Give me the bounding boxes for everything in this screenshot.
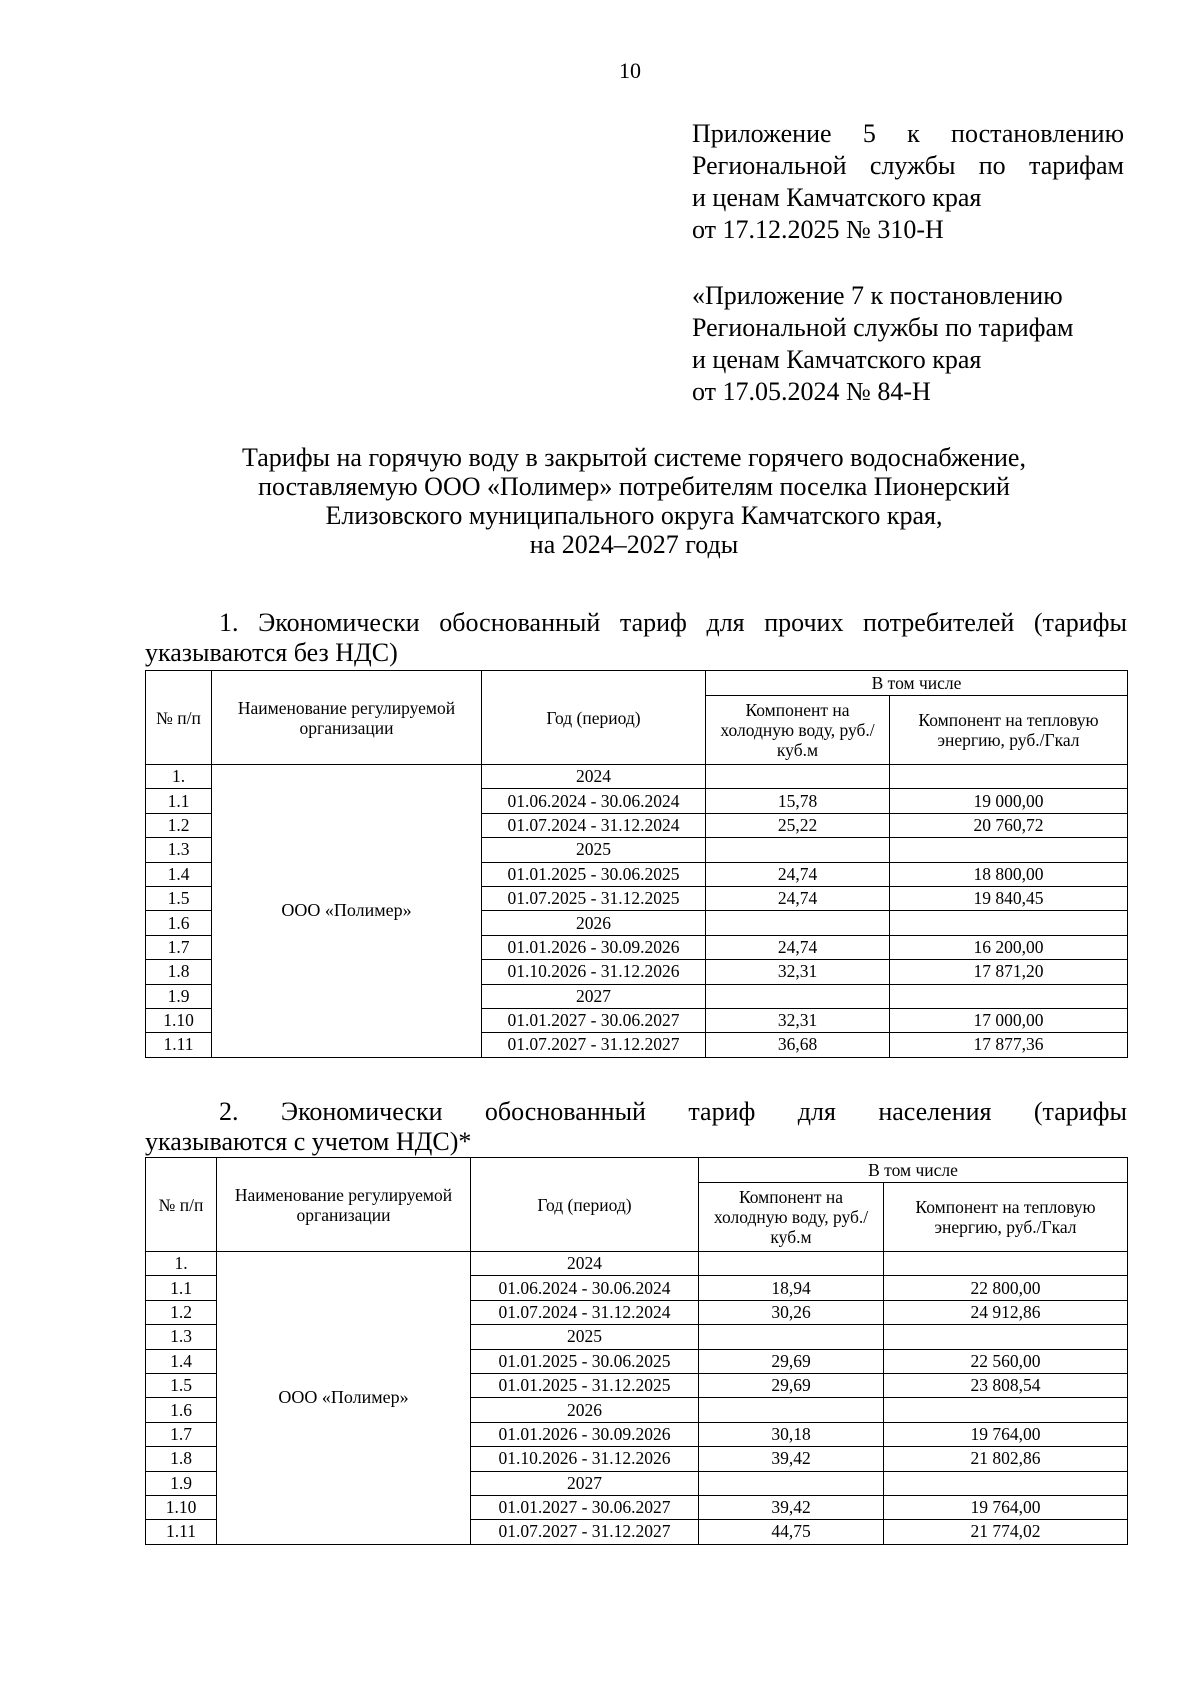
annex-line: Приложение 5 к постановлению xyxy=(692,119,1124,148)
page-number: 10 xyxy=(619,58,641,83)
heat-energy-tariff: 21 802,86 xyxy=(884,1447,1128,1471)
row-number: 1.10 xyxy=(146,1008,212,1032)
period-cell: 01.07.2027 - 31.12.2027 xyxy=(471,1520,699,1544)
period-cell: 01.01.2027 - 30.06.2027 xyxy=(471,1495,699,1519)
section-heading-line: указываются без НДС) xyxy=(145,638,398,667)
period-cell: 2024 xyxy=(471,1252,699,1276)
column-header-cold-water: Компонент на холодную воду, руб./куб.м xyxy=(706,696,890,765)
row-number: 1.7 xyxy=(146,935,212,959)
period-cell: 01.07.2025 - 31.12.2025 xyxy=(482,886,706,910)
column-header-period: Год (период) xyxy=(471,1158,699,1252)
column-header-organization: Наименование регулируемой организации xyxy=(212,671,482,765)
cold-water-tariff: 39,42 xyxy=(699,1495,884,1519)
period-cell: 01.01.2026 - 30.09.2026 xyxy=(471,1422,699,1446)
period-cell: 01.01.2025 - 30.06.2025 xyxy=(471,1349,699,1373)
heat-energy-tariff xyxy=(890,911,1128,935)
document-title xyxy=(140,443,1128,559)
cold-water-tariff: 36,68 xyxy=(706,1033,890,1057)
cold-water-tariff xyxy=(699,1325,884,1349)
organization-name: ООО «Полимер» xyxy=(212,765,482,1058)
organization-name: ООО «Полимер» xyxy=(217,1252,471,1545)
cold-water-tariff: 30,26 xyxy=(699,1300,884,1324)
row-number: 1.3 xyxy=(146,838,212,862)
heat-energy-tariff xyxy=(884,1325,1128,1349)
row-number: 1.1 xyxy=(146,1276,217,1300)
cold-water-tariff: 29,69 xyxy=(699,1349,884,1373)
row-number: 1.4 xyxy=(146,862,212,886)
cold-water-tariff: 32,31 xyxy=(706,1008,890,1032)
period-cell: 2025 xyxy=(471,1325,699,1349)
column-header-cold-water: Компонент на холодную воду, руб./куб.м xyxy=(699,1183,884,1252)
heat-energy-tariff xyxy=(884,1252,1128,1276)
cold-water-tariff xyxy=(706,984,890,1008)
column-header-number: № п/п xyxy=(146,671,212,765)
annex-header-original xyxy=(692,280,1124,408)
heat-energy-tariff: 23 808,54 xyxy=(884,1373,1128,1397)
column-header-heat-energy: Компонент на тепловую энергию, руб./Гкал xyxy=(884,1183,1128,1252)
heat-energy-tariff xyxy=(890,838,1128,862)
period-cell: 01.07.2027 - 31.12.2027 xyxy=(482,1033,706,1057)
heat-energy-tariff: 19 764,00 xyxy=(884,1495,1128,1519)
tariff-table-population xyxy=(145,1157,1128,1545)
heat-energy-tariff: 19 840,45 xyxy=(890,886,1128,910)
heat-energy-tariff: 20 760,72 xyxy=(890,813,1128,837)
heat-energy-tariff: 19 000,00 xyxy=(890,789,1128,813)
period-cell: 2026 xyxy=(482,911,706,935)
period-cell: 01.10.2026 - 31.12.2026 xyxy=(482,960,706,984)
column-header-heat-energy: Компонент на тепловую энергию, руб./Гкал xyxy=(890,696,1128,765)
row-number: 1.4 xyxy=(146,1349,217,1373)
heat-energy-tariff xyxy=(890,765,1128,789)
cold-water-tariff: 15,78 xyxy=(706,789,890,813)
row-number: 1. xyxy=(146,765,212,789)
heat-energy-tariff: 21 774,02 xyxy=(884,1520,1128,1544)
annex-line: Региональной службы по тарифам xyxy=(692,313,1074,342)
annex-line: от 17.12.2025 № 310-Н xyxy=(692,215,944,244)
cold-water-tariff xyxy=(706,911,890,935)
period-cell: 01.01.2025 - 30.06.2025 xyxy=(482,862,706,886)
annex-line: и ценам Камчатского края xyxy=(692,183,982,212)
tariff-table-other-consumers xyxy=(145,670,1128,1058)
title-line: Елизовского муниципального округа Камчатского края, xyxy=(325,501,943,530)
row-number: 1.3 xyxy=(146,1325,217,1349)
title-line: поставляемую ООО «Полимер» потребителям поселка Пионерский xyxy=(258,472,1010,501)
table-row xyxy=(146,1252,1128,1276)
cold-water-tariff: 24,74 xyxy=(706,935,890,959)
heat-energy-tariff xyxy=(890,984,1128,1008)
period-cell: 01.06.2024 - 30.06.2024 xyxy=(471,1276,699,1300)
period-cell: 2024 xyxy=(482,765,706,789)
row-number: 1.8 xyxy=(146,1447,217,1471)
cold-water-tariff xyxy=(706,838,890,862)
period-cell: 01.06.2024 - 30.06.2024 xyxy=(482,789,706,813)
heat-energy-tariff: 17 000,00 xyxy=(890,1008,1128,1032)
annex-header-current xyxy=(692,118,1124,246)
row-number: 1.9 xyxy=(146,1471,217,1495)
cold-water-tariff: 39,42 xyxy=(699,1447,884,1471)
annex-line: от 17.05.2024 № 84-Н xyxy=(692,377,931,406)
annex-line: «Приложение 7 к постановлению xyxy=(692,281,1063,310)
cold-water-tariff: 24,74 xyxy=(706,886,890,910)
row-number: 1.5 xyxy=(146,886,212,910)
section-1-heading xyxy=(145,608,1127,668)
row-number: 1.2 xyxy=(146,813,212,837)
section-heading-line: 2. Экономически обоснованный тариф для населения (тарифы xyxy=(219,1097,1127,1126)
period-cell: 2026 xyxy=(471,1398,699,1422)
row-number: 1.2 xyxy=(146,1300,217,1324)
section-2-heading xyxy=(145,1097,1127,1157)
cold-water-tariff: 30,18 xyxy=(699,1422,884,1446)
heat-energy-tariff: 19 764,00 xyxy=(884,1422,1128,1446)
column-header-period: Год (период) xyxy=(482,671,706,765)
row-number: 1. xyxy=(146,1252,217,1276)
heat-energy-tariff: 22 560,00 xyxy=(884,1349,1128,1373)
period-cell: 01.01.2026 - 30.09.2026 xyxy=(482,935,706,959)
heat-energy-tariff: 22 800,00 xyxy=(884,1276,1128,1300)
period-cell: 01.07.2024 - 31.12.2024 xyxy=(482,813,706,837)
heat-energy-tariff: 17 877,36 xyxy=(890,1033,1128,1057)
period-cell: 01.07.2024 - 31.12.2024 xyxy=(471,1300,699,1324)
cold-water-tariff: 18,94 xyxy=(699,1276,884,1300)
cold-water-tariff xyxy=(706,765,890,789)
annex-line: Региональной службы по тарифам xyxy=(692,151,1124,180)
annex-line: и ценам Камчатского края xyxy=(692,345,982,374)
title-line: на 2024–2027 годы xyxy=(529,530,739,559)
row-number: 1.6 xyxy=(146,1398,217,1422)
cold-water-tariff: 29,69 xyxy=(699,1373,884,1397)
cold-water-tariff xyxy=(699,1252,884,1276)
column-header-including: В том числе xyxy=(699,1158,1128,1183)
period-cell: 01.10.2026 - 31.12.2026 xyxy=(471,1447,699,1471)
heat-energy-tariff xyxy=(884,1398,1128,1422)
heat-energy-tariff: 24 912,86 xyxy=(884,1300,1128,1324)
row-number: 1.9 xyxy=(146,984,212,1008)
section-heading-line: указываются с учетом НДС)* xyxy=(145,1127,472,1156)
heat-energy-tariff: 16 200,00 xyxy=(890,935,1128,959)
cold-water-tariff xyxy=(699,1398,884,1422)
period-cell: 2027 xyxy=(471,1471,699,1495)
cold-water-tariff: 25,22 xyxy=(706,813,890,837)
row-number: 1.5 xyxy=(146,1373,217,1397)
row-number: 1.7 xyxy=(146,1422,217,1446)
row-number: 1.11 xyxy=(146,1520,217,1544)
heat-energy-tariff xyxy=(884,1471,1128,1495)
cold-water-tariff: 24,74 xyxy=(706,862,890,886)
heat-energy-tariff: 17 871,20 xyxy=(890,960,1128,984)
row-number: 1.1 xyxy=(146,789,212,813)
section-heading-line: 1. Экономически обоснованный тариф для прочих потребителей (тарифы xyxy=(219,608,1127,637)
table-row xyxy=(146,765,1128,789)
row-number: 1.11 xyxy=(146,1033,212,1057)
heat-energy-tariff: 18 800,00 xyxy=(890,862,1128,886)
row-number: 1.6 xyxy=(146,911,212,935)
column-header-number: № п/п xyxy=(146,1158,217,1252)
cold-water-tariff xyxy=(699,1471,884,1495)
column-header-including: В том числе xyxy=(706,671,1128,696)
title-line: Тарифы на горячую воду в закрытой системе горячего водоснабжение, xyxy=(242,443,1026,472)
column-header-organization: Наименование регулируемой организации xyxy=(217,1158,471,1252)
period-cell: 2027 xyxy=(482,984,706,1008)
period-cell: 01.01.2027 - 30.06.2027 xyxy=(482,1008,706,1032)
period-cell: 2025 xyxy=(482,838,706,862)
row-number: 1.10 xyxy=(146,1495,217,1519)
period-cell: 01.01.2025 - 31.12.2025 xyxy=(471,1373,699,1397)
row-number: 1.8 xyxy=(146,960,212,984)
cold-water-tariff: 32,31 xyxy=(706,960,890,984)
cold-water-tariff: 44,75 xyxy=(699,1520,884,1544)
